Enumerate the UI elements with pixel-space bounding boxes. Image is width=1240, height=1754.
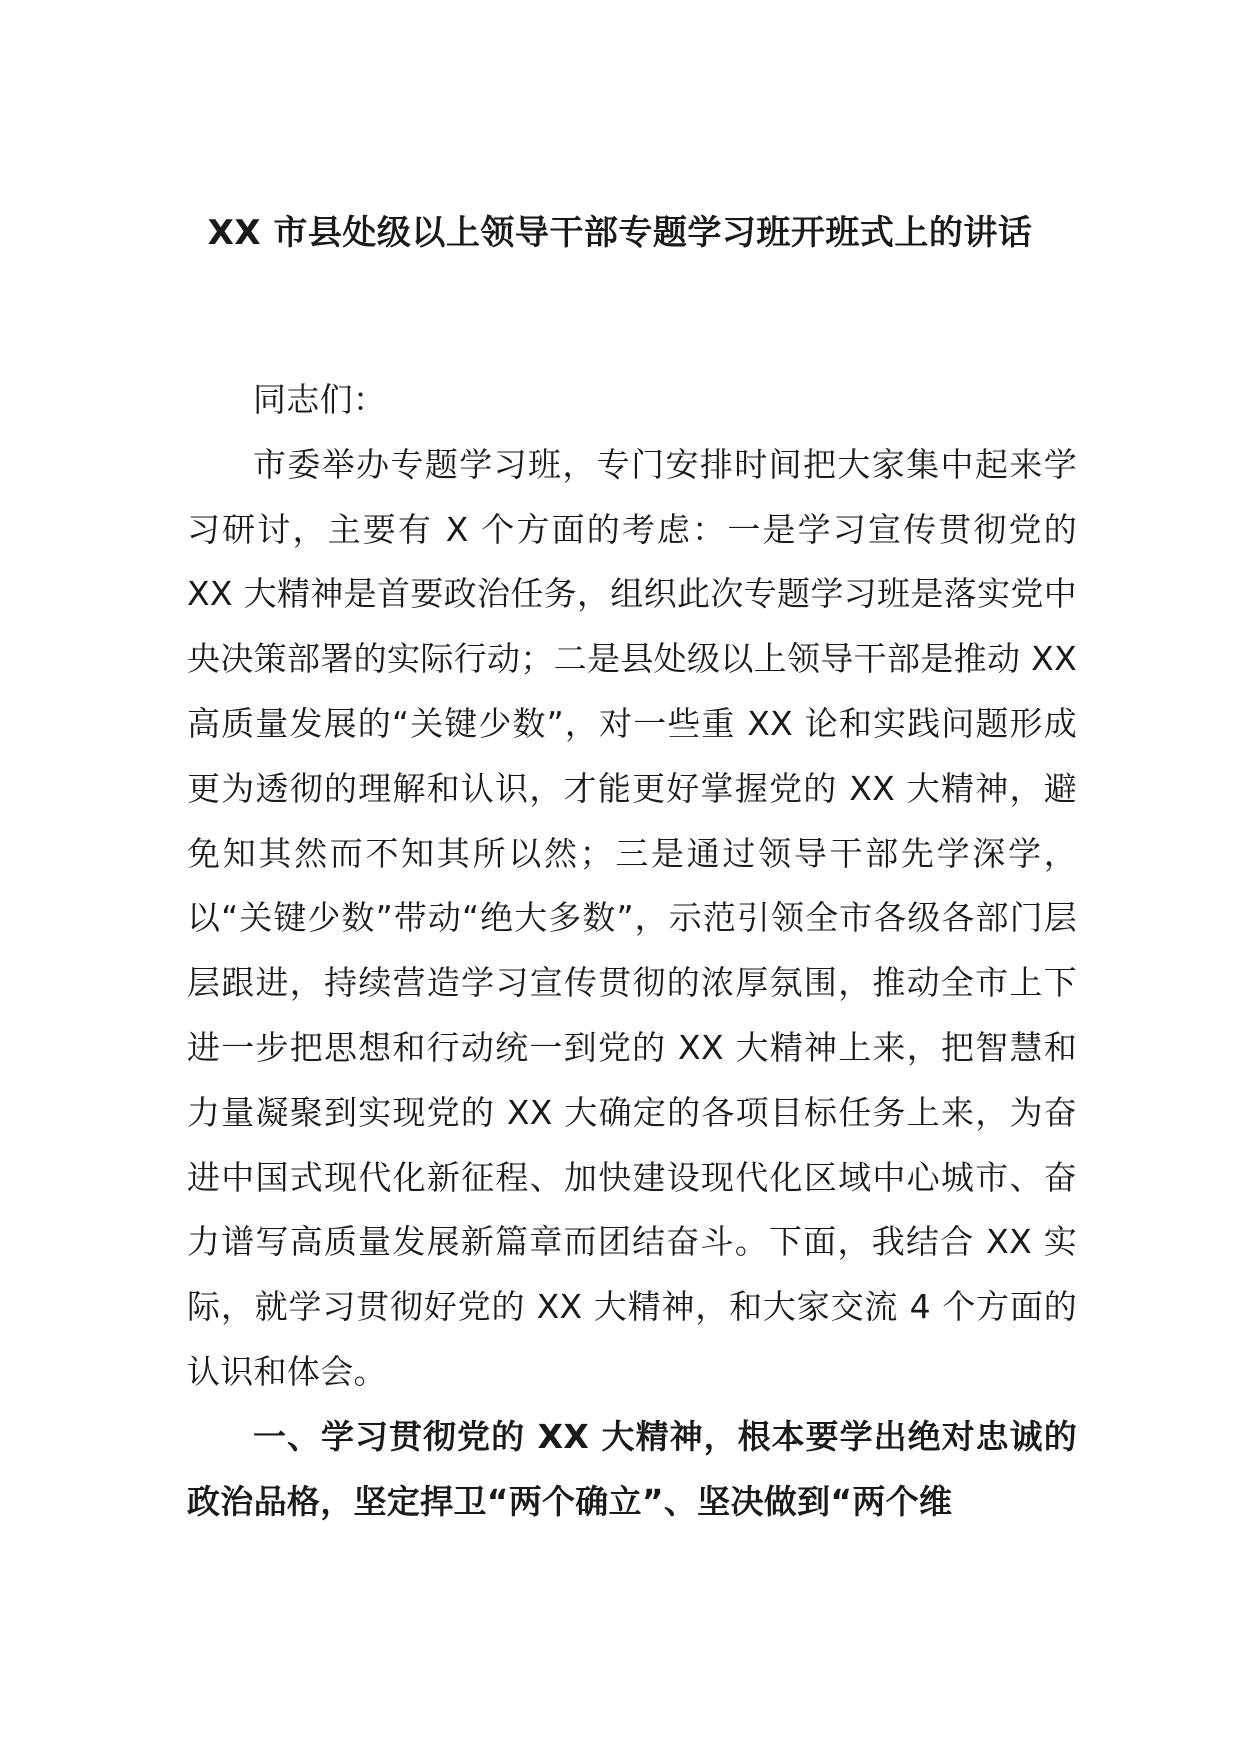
document-body <box>187 368 1077 1534</box>
salutation: 同志们： <box>253 380 387 419</box>
body-paragraph: 市委举办专题学习班，专门安排时间把大家集中起来学习研讨，主要有 X 个方面的考虑：一是学习宣传贯彻党的 XX 大精神是首要政治任务，组织此次专题学习班是落实党中央决策部署的实际行动；二是县处级以上领导干部是推动 XX 高质量发展的“关键少数”，对一些重 XX 论和实践问题形成更为透彻的理解和认识，才能更好掌握党的 XX 大精神，避免知其然而不知其所以然；三是通过领导干部先学深学，以“关键少数”带动“绝大多数”，示范引领全市各级各部门层层跟进，持续营造学习宣传贯彻的浓厚氛围，推动全市上下进一步把思想和行动统一到党的 XX 大精神上来，把智慧和力量凝聚到实现党的 XX 大确定的各项目标任务上来，为奋进中国式现代化新征程、加快建设现代化区域中心城市、奋力谱写高质量发展新篇章而团结奋斗。下面，我结合 XX 实际，就学习贯彻好党的 XX 大精神，和大家交流 4 个方面的认识和体会。 <box>187 444 1077 1391</box>
section-heading-1: 一、学习贯彻党的 XX 大精神，根本要学出绝对忠诚的政治品格，坚定捍卫“两个确立”、坚决做到“两个维 <box>187 1416 1077 1521</box>
document-title: XX 市县处级以上领导干部专题学习班开班式上的讲话 <box>207 213 1033 253</box>
